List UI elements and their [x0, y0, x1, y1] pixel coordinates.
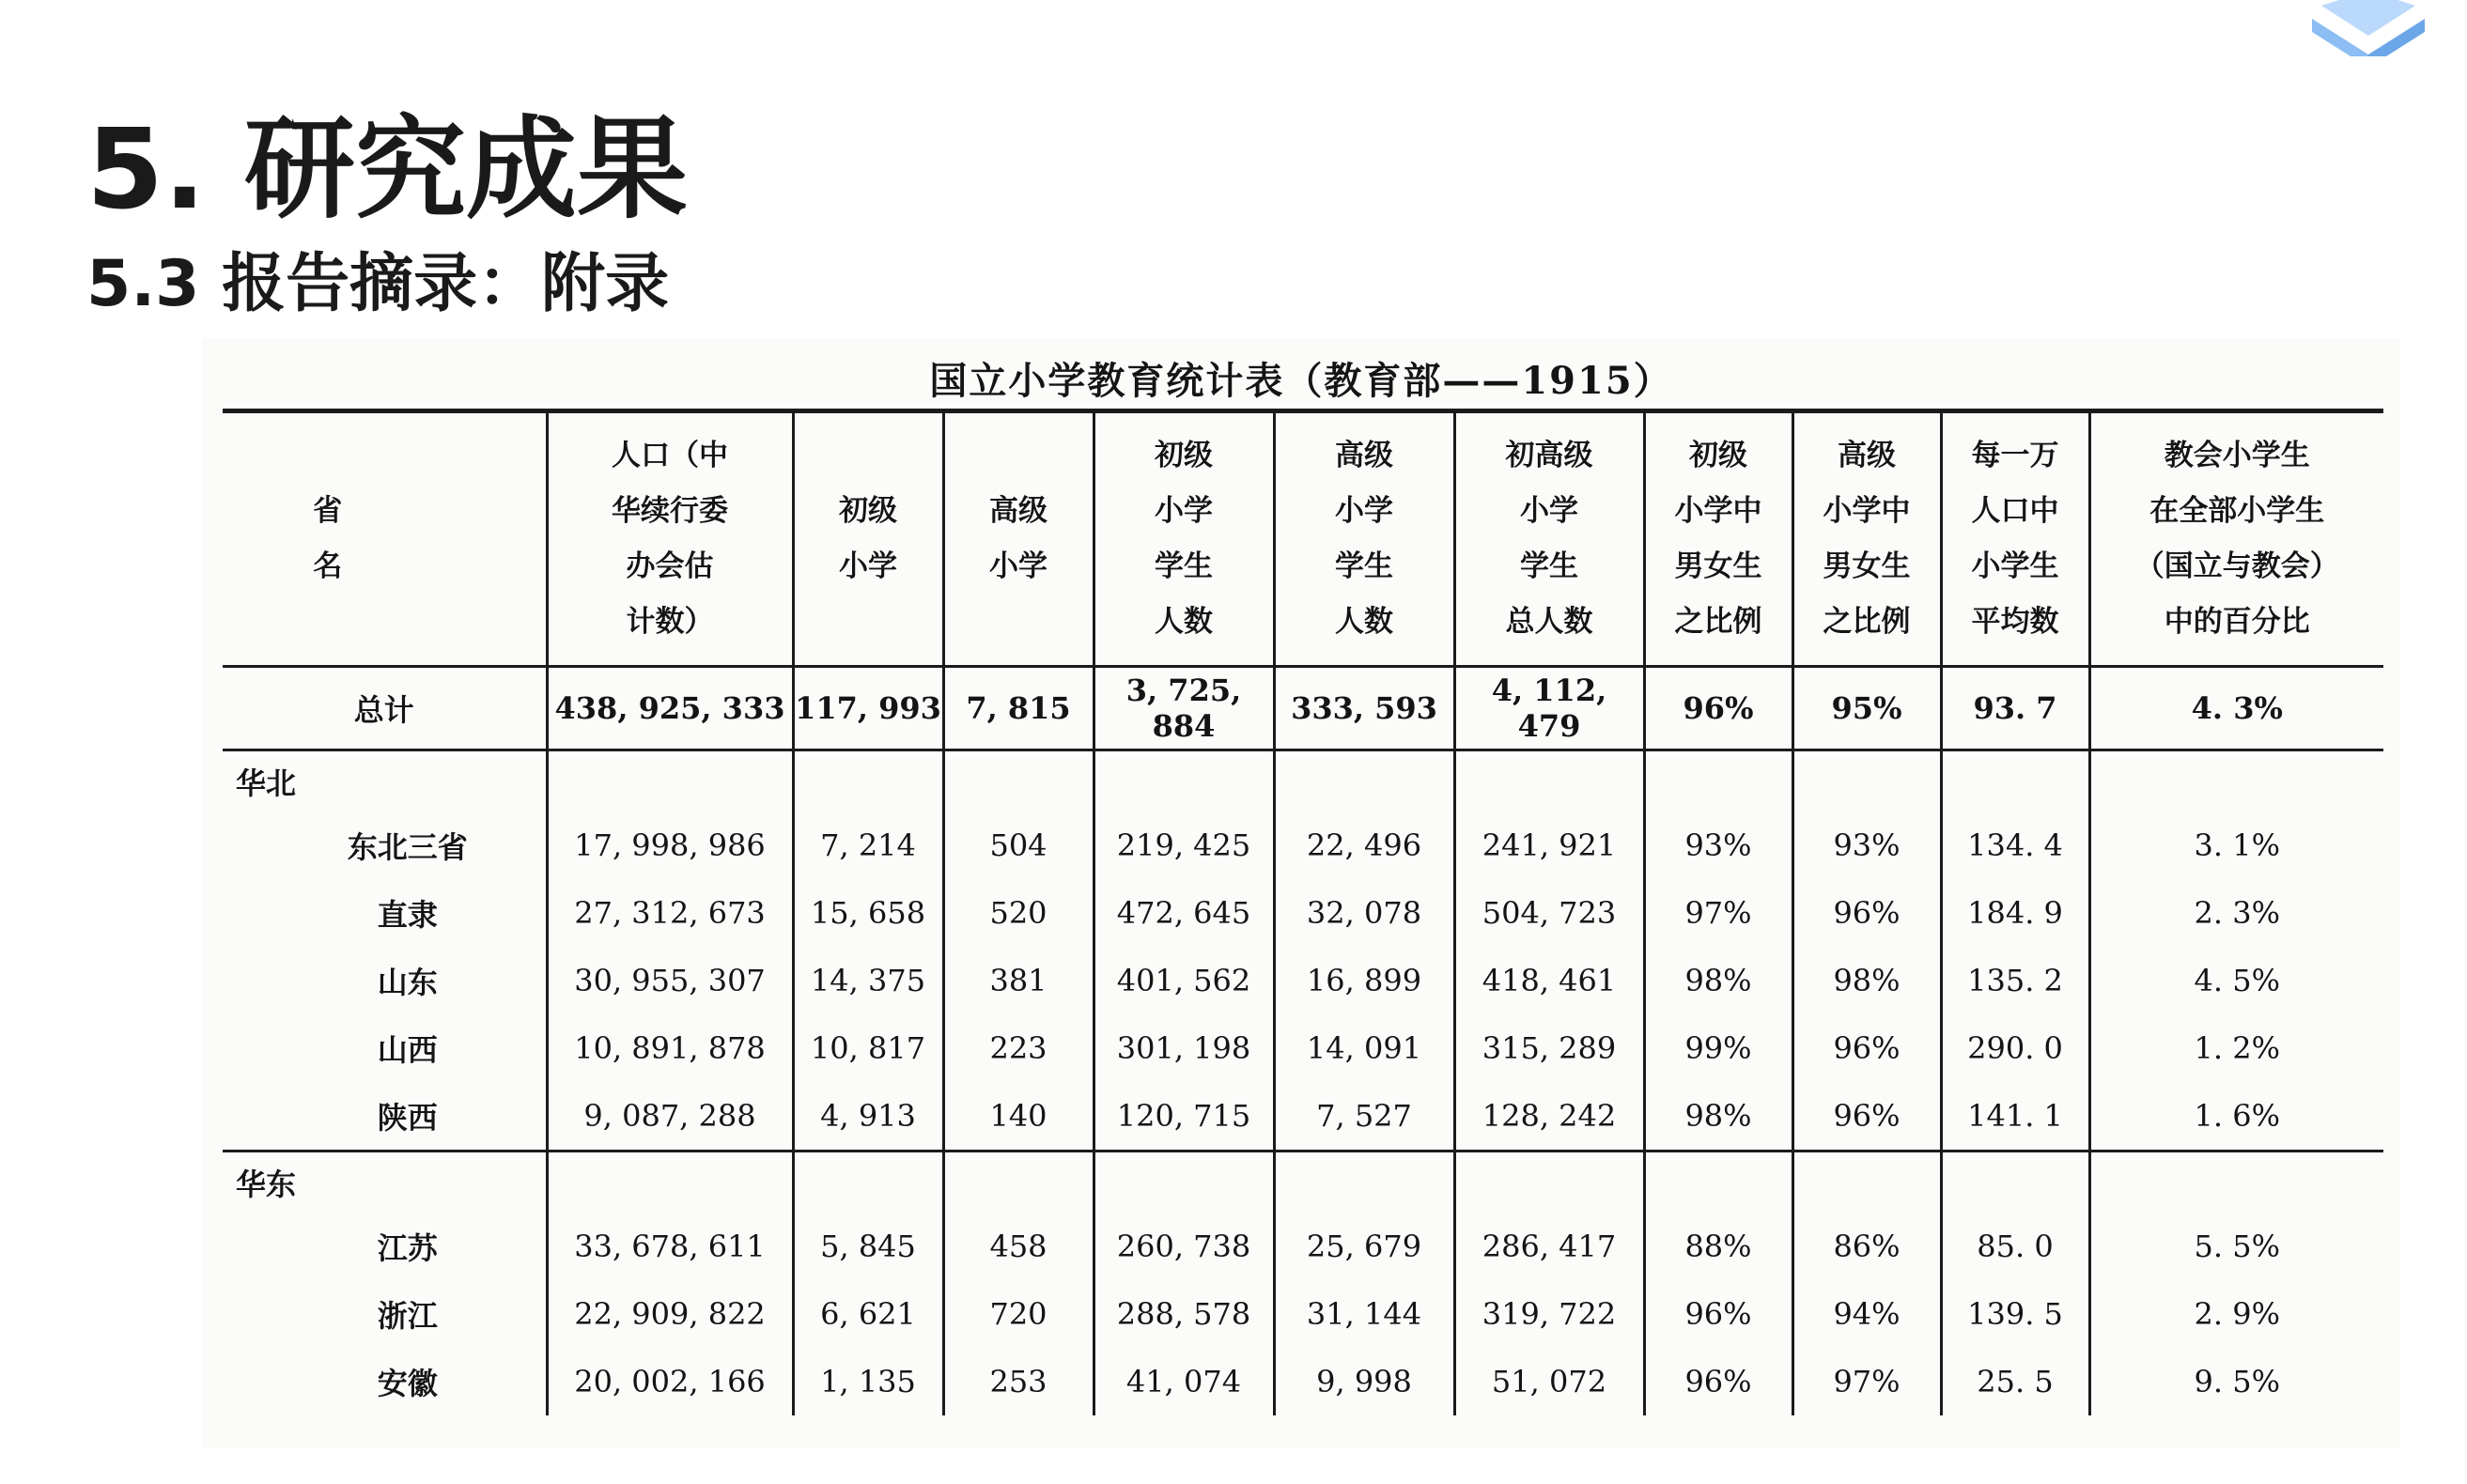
table-cell: 85. 0 — [1941, 1213, 2089, 1280]
table-cell: 504 — [943, 812, 1094, 879]
table-cell: 241, 921 — [1454, 812, 1644, 879]
table-cell: 134. 4 — [1941, 812, 2089, 879]
province-name: 东北三省 — [347, 829, 468, 865]
column-header-line: 男女生 — [1823, 549, 1911, 583]
education-statistics-table — [223, 409, 2383, 1415]
table-cell — [1454, 750, 1644, 812]
table-cell: 3. 1% — [2089, 812, 2383, 879]
column-header-line: 计数） — [626, 605, 714, 639]
column-header-line: 总人数 — [1505, 605, 1593, 639]
column-header-line: 教会小学生 — [2164, 439, 2310, 472]
column-header-line: 人口（中 — [612, 439, 728, 472]
table-cell: 253 — [943, 1348, 1094, 1415]
column-header — [1941, 411, 2089, 667]
column-header-line: 之比例 — [1823, 605, 1911, 639]
table-cell: 120, 715 — [1094, 1082, 1274, 1152]
table-cell: 94% — [1792, 1280, 1941, 1348]
table-cell: 117, 993 — [793, 667, 943, 750]
column-header-province — [223, 411, 597, 667]
table-cell: 27, 312, 673 — [547, 879, 793, 947]
column-header-line: 小学中 — [1674, 494, 1762, 528]
province-name: 山东 — [377, 965, 438, 1000]
total-label: 总计 — [223, 667, 547, 750]
column-header-line: 办会估 — [626, 549, 714, 583]
table-cell: 4, 112, 479 — [1454, 667, 1644, 750]
table-cell: 25, 679 — [1274, 1213, 1454, 1280]
slide-subheading: 5.3 报告摘录：附录 — [86, 247, 670, 321]
table-cell: 51, 072 — [1454, 1348, 1644, 1415]
column-header-line: （国立与教会） — [2134, 549, 2339, 583]
table-cell: 128, 242 — [1454, 1082, 1644, 1152]
table-cell: 4. 3% — [2089, 667, 2383, 750]
table-cell: 96% — [1792, 1082, 1941, 1152]
table-cell — [547, 1152, 793, 1213]
column-header-line: 初级 — [839, 494, 897, 528]
table-cell: 4. 5% — [2089, 947, 2383, 1014]
table-cell: 520 — [943, 879, 1094, 947]
table-cell — [2089, 1152, 2383, 1213]
table-cell — [793, 750, 943, 812]
table-cell: 315, 289 — [1454, 1014, 1644, 1082]
column-header-line: 学生 — [1520, 549, 1578, 583]
table-cell: 22, 496 — [1274, 812, 1454, 879]
table-cell: 98% — [1644, 947, 1792, 1014]
table-cell — [1274, 1152, 1454, 1213]
logo-icon — [2307, 0, 2429, 56]
table-cell: 438, 925, 333 — [547, 667, 793, 750]
table-cell: 33, 678, 611 — [547, 1213, 793, 1280]
table-cell: 25. 5 — [1941, 1348, 2089, 1415]
table-cell: 97% — [1644, 879, 1792, 947]
table-cell: 219, 425 — [1094, 812, 1274, 879]
column-header-line: 小学生 — [1971, 549, 2059, 583]
table-cell: 31, 144 — [1274, 1280, 1454, 1348]
table-cell: 286, 417 — [1454, 1213, 1644, 1280]
table-cell: 260, 738 — [1094, 1213, 1274, 1280]
column-header-line: 华续行委 — [612, 494, 728, 528]
table-cell: 4, 913 — [793, 1082, 943, 1152]
table-row — [223, 812, 2383, 879]
slide-heading: 5. 研究成果 — [86, 104, 689, 234]
table-cell: 99% — [1644, 1014, 1792, 1082]
table-cell: 93. 7 — [1941, 667, 2089, 750]
column-header — [1644, 411, 1792, 667]
table-cell — [1941, 1152, 2089, 1213]
column-header-line: 小学 — [1335, 494, 1393, 528]
province-name: 浙江 — [377, 1298, 438, 1334]
column-header-line: 初级 — [1155, 439, 1213, 472]
column-header-line: 学生 — [1155, 549, 1213, 583]
table-cell: 141. 1 — [1941, 1082, 2089, 1152]
table-cell — [1094, 750, 1274, 812]
table-cell: 7, 214 — [793, 812, 943, 879]
column-header-line: 小学 — [1155, 494, 1213, 528]
table-group-row — [223, 1152, 2383, 1213]
table-cell: 98% — [1644, 1082, 1792, 1152]
table-cell: 96% — [1792, 879, 1941, 947]
table-cell: 3, 725, 884 — [1094, 667, 1274, 750]
column-header — [2089, 411, 2383, 667]
table-cell: 140 — [943, 1082, 1094, 1152]
table-cell: 96% — [1644, 667, 1792, 750]
table-cell: 2. 3% — [2089, 879, 2383, 947]
column-header-line: 高级 — [1838, 439, 1896, 472]
column-header-line: 平均数 — [1971, 605, 2059, 639]
table-cell — [1792, 750, 1941, 812]
table-cell: 93% — [1792, 812, 1941, 879]
table-cell: 333, 593 — [1274, 667, 1454, 750]
table-cell: 10, 891, 878 — [547, 1014, 793, 1082]
table-cell — [943, 750, 1094, 812]
column-header-line: 学生 — [1335, 549, 1393, 583]
table-cell — [547, 750, 793, 812]
table-cell — [943, 1152, 1094, 1213]
table-cell: 319, 722 — [1454, 1280, 1644, 1348]
column-header — [1274, 411, 1454, 667]
table-cell: 10, 817 — [793, 1014, 943, 1082]
column-header-line: 男女生 — [1674, 549, 1762, 583]
table-cell: 6, 621 — [793, 1280, 943, 1348]
province-name: 江苏 — [377, 1230, 438, 1266]
table-cell: 96% — [1644, 1280, 1792, 1348]
table-cell — [1941, 750, 2089, 812]
table-cell: 139. 5 — [1941, 1280, 2089, 1348]
column-header-line: 初级 — [1689, 439, 1747, 472]
table-row — [223, 947, 2383, 1014]
table-cell: 30, 955, 307 — [547, 947, 793, 1014]
province-name: 安徽 — [377, 1366, 438, 1401]
column-header-line: 省 名 — [313, 494, 597, 583]
table-row-total — [223, 667, 2383, 750]
column-header — [943, 411, 1094, 667]
table-row — [223, 1213, 2383, 1280]
table-row — [223, 1082, 2383, 1152]
table-cell — [2089, 750, 2383, 812]
region-label: 华北 — [236, 765, 297, 801]
column-header-line: 小学 — [839, 549, 897, 583]
table-title: 国立小学教育统计表（教育部——1915） — [929, 359, 1673, 403]
table-cell: 504, 723 — [1454, 879, 1644, 947]
table-cell — [1274, 750, 1454, 812]
table-cell: 2. 9% — [2089, 1280, 2383, 1348]
column-header — [1792, 411, 1941, 667]
table-cell: 9, 087, 288 — [547, 1082, 793, 1152]
table-cell — [1094, 1152, 1274, 1213]
table-cell: 720 — [943, 1280, 1094, 1348]
column-header-line: 每一万 — [1971, 439, 2059, 472]
table-header-row — [223, 411, 2383, 667]
column-header-line: 在全部小学生 — [2149, 494, 2325, 528]
table-cell: 97% — [1792, 1348, 1941, 1415]
table-cell: 1. 2% — [2089, 1014, 2383, 1082]
table-cell: 98% — [1792, 947, 1941, 1014]
table-cell: 88% — [1644, 1213, 1792, 1280]
column-header-line: 高级 — [989, 494, 1047, 528]
table-cell: 458 — [943, 1213, 1094, 1280]
province-name: 直隶 — [377, 897, 438, 933]
table-cell: 7, 815 — [943, 667, 1094, 750]
table-row — [223, 1280, 2383, 1348]
region-label: 华东 — [236, 1167, 297, 1202]
table-cell: 86% — [1792, 1213, 1941, 1280]
table-cell: 9, 998 — [1274, 1348, 1454, 1415]
column-header-line: 人数 — [1335, 605, 1393, 639]
table-cell: 401, 562 — [1094, 947, 1274, 1014]
column-header-line: 高级 — [1335, 439, 1393, 472]
table-cell: 1. 6% — [2089, 1082, 2383, 1152]
column-header-line: 人数 — [1155, 605, 1213, 639]
column-header-line: 小学 — [989, 549, 1047, 583]
column-header — [793, 411, 943, 667]
table-cell — [1454, 1152, 1644, 1213]
table-cell: 290. 0 — [1941, 1014, 2089, 1082]
table-cell — [1644, 750, 1792, 812]
table-cell — [1792, 1152, 1941, 1213]
table-cell: 184. 9 — [1941, 879, 2089, 947]
column-header — [547, 411, 793, 667]
table-cell: 5. 5% — [2089, 1213, 2383, 1280]
table-cell: 418, 461 — [1454, 947, 1644, 1014]
table-cell: 381 — [943, 947, 1094, 1014]
column-header-line: 小学中 — [1823, 494, 1911, 528]
table-cell: 41, 074 — [1094, 1348, 1274, 1415]
column-header-line: 初高级 — [1505, 439, 1593, 472]
table-cell: 223 — [943, 1014, 1094, 1082]
table-cell: 95% — [1792, 667, 1941, 750]
table-cell: 15, 658 — [793, 879, 943, 947]
table-group-row — [223, 750, 2383, 812]
table-cell: 14, 375 — [793, 947, 943, 1014]
table-cell: 17, 998, 986 — [547, 812, 793, 879]
table-cell: 288, 578 — [1094, 1280, 1274, 1348]
table-cell: 1, 135 — [793, 1348, 943, 1415]
table-cell: 301, 198 — [1094, 1014, 1274, 1082]
column-header-line: 之比例 — [1674, 605, 1762, 639]
table-cell: 96% — [1644, 1348, 1792, 1415]
page-bottom-strip — [0, 1448, 2467, 1484]
province-name: 陕西 — [223, 1082, 547, 1152]
table-cell: 32, 078 — [1274, 879, 1454, 947]
table-row — [223, 879, 2383, 947]
table-cell: 16, 899 — [1274, 947, 1454, 1014]
table-cell — [1644, 1152, 1792, 1213]
table-body — [223, 667, 2383, 1416]
table-cell — [793, 1152, 943, 1213]
table-cell: 7, 527 — [1274, 1082, 1454, 1152]
table-cell: 14, 091 — [1274, 1014, 1454, 1082]
column-header-line: 小学 — [1520, 494, 1578, 528]
table-cell: 5, 845 — [793, 1213, 943, 1280]
table-cell: 9. 5% — [2089, 1348, 2383, 1415]
column-header — [1454, 411, 1644, 667]
table-cell: 135. 2 — [1941, 947, 2089, 1014]
table-cell: 472, 645 — [1094, 879, 1274, 947]
table-row — [223, 1014, 2383, 1082]
province-name: 山西 — [377, 1032, 438, 1068]
table-cell: 96% — [1792, 1014, 1941, 1082]
column-header-line: 中的百分比 — [2164, 605, 2310, 639]
column-header-line: 人口中 — [1971, 494, 2059, 528]
table-cell: 93% — [1644, 812, 1792, 879]
column-header — [1094, 411, 1274, 667]
table-cell: 22, 909, 822 — [547, 1280, 793, 1348]
scanned-table-image — [202, 338, 2400, 1456]
table-row — [223, 1348, 2383, 1415]
table-cell: 20, 002, 166 — [547, 1348, 793, 1415]
